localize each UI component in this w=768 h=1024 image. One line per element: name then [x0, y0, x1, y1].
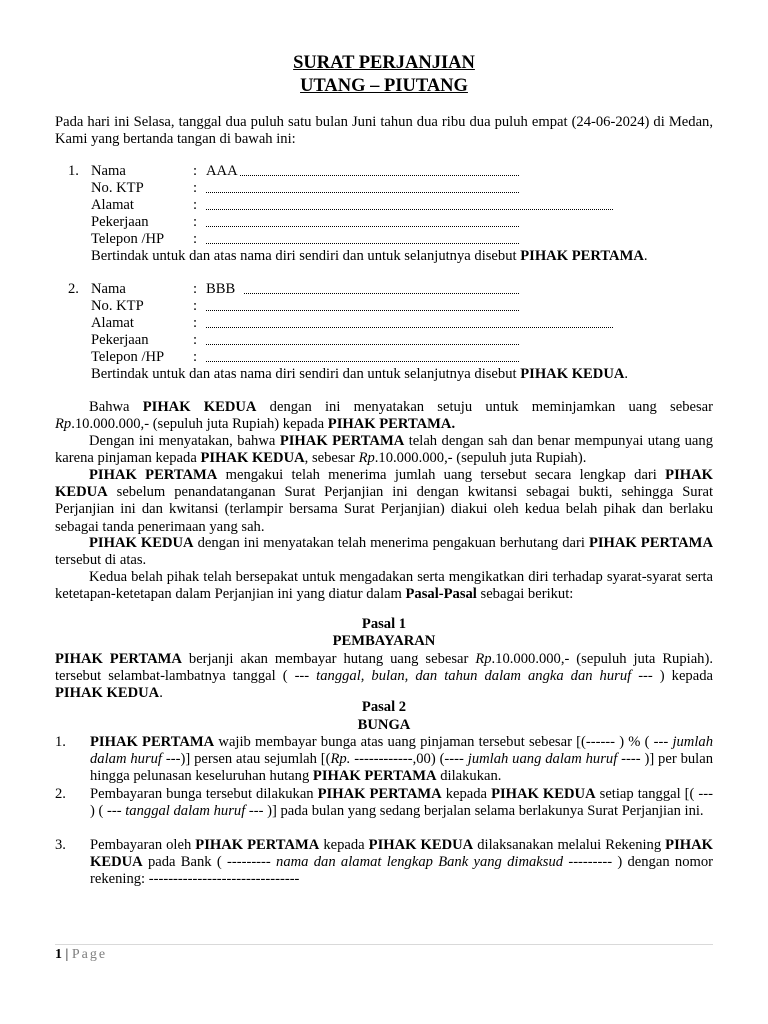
text: , sebesar	[304, 450, 359, 467]
colon: :	[193, 180, 198, 196]
party-ref: PIHAK PERTAMA	[55, 651, 182, 667]
period: .	[624, 366, 629, 382]
text: .10.000.000,- (sepuluh juta Rupiah) kepada	[71, 416, 328, 433]
party-2-label-alamat: Alamat	[91, 315, 134, 331]
pasal-ref: Pasal-Pasal	[405, 586, 477, 603]
party-1-label-telepon: Telepon /HP	[91, 231, 165, 247]
text: ------------,00) (----	[350, 751, 468, 768]
colon: :	[193, 332, 198, 348]
list-item	[55, 734, 713, 786]
text: dengan ini menyatakan setuju untuk meminjamkan uang sebesar	[256, 399, 713, 415]
text: dilakukan.	[436, 768, 502, 785]
party-ref: PIHAK KEDUA	[200, 450, 305, 467]
text: --------- ) dengan nomor rekening: -------------------------------	[90, 854, 714, 888]
text: .10.000.000,- (sepuluh juta Rupiah).	[374, 450, 587, 467]
document-title-line1: SURAT PERJANJIAN	[293, 53, 475, 73]
intro-paragraph: Pada hari ini Selasa, tanggal dua puluh satu bulan Juni tahun dua ribu dua puluh empat (24-06-2024) di Medan, Kami yang bertanda tangan di bawah ini:	[55, 114, 713, 148]
colon: :	[193, 163, 198, 179]
page-footer	[55, 947, 107, 963]
party-ref: PIHAK KEDUA	[491, 786, 596, 802]
footer-separator: |	[62, 947, 72, 962]
party-ref: PIHAK PERTAMA	[279, 433, 405, 449]
list-number: 2.	[55, 786, 66, 802]
period: .	[159, 685, 163, 702]
party-1-number: 1.	[68, 163, 79, 179]
party-ref: PIHAK KEDUA	[55, 467, 713, 501]
fill-line	[206, 351, 519, 362]
party-1-label-alamat: Alamat	[91, 197, 134, 213]
fill-line	[206, 317, 613, 328]
text: ---)] persen atau sejumlah [(	[162, 751, 331, 768]
party-2-designation: PIHAK KEDUA	[520, 366, 625, 382]
party-2-closing-text: Bertindak untuk dan atas nama diri sendiri dan untuk selanjutnya disebut	[91, 366, 521, 382]
body-paragraph-5	[55, 569, 713, 603]
text: mengakui telah menerima jumlah uang tersebut secara lengkap dari	[217, 467, 666, 483]
footer-divider	[55, 944, 713, 945]
fill-line	[206, 182, 519, 193]
text: sebagai berikut:	[476, 586, 574, 603]
party-2-label-telepon: Telepon /HP	[91, 349, 165, 365]
text: dengan ini menyatakan telah menerima pengakuan berhutang dari	[193, 535, 589, 551]
list-item	[55, 837, 713, 889]
placeholder-text: jumlah dalam huruf	[90, 734, 713, 768]
text: Pembayaran bunga tersebut dilakukan	[90, 786, 318, 802]
party-ref: PIHAK PERTAMA	[89, 467, 218, 483]
party-ref: PIHAK KEDUA	[368, 837, 474, 853]
period: .	[643, 248, 648, 264]
party-ref: PIHAK KEDUA	[55, 685, 160, 702]
list-number: 3.	[55, 837, 66, 853]
body-paragraph-4	[55, 535, 713, 569]
document-title-line2: UTANG – PIUTANG	[300, 76, 468, 96]
fill-line	[240, 165, 519, 176]
party-1-closing-text: Bertindak untuk dan atas nama diri sendiri dan untuk selanjutnya disebut	[91, 248, 521, 264]
text: Pembayaran oleh	[90, 837, 196, 853]
text: pada Bank ( ---------	[142, 854, 277, 871]
text: telah dengan sah dan benar mempunyai utang uang karena pinjaman kepada	[55, 433, 713, 467]
party-ref: PIHAK PERTAMA	[317, 786, 442, 802]
currency: Rp	[55, 416, 72, 433]
party-ref: PIHAK PERTAMA	[312, 768, 437, 785]
text: setiap tanggal [( --- ) ( ---	[90, 786, 714, 820]
text: kepada	[319, 837, 369, 853]
fill-line	[206, 233, 519, 244]
text: dilaksanakan melalui Rekening	[473, 837, 666, 853]
list-item-text	[90, 837, 713, 889]
list-item-text	[90, 786, 713, 820]
pasal-2-subheading: BUNGA	[357, 717, 411, 733]
text: ---- )] per bulan hingga pelunasan keseluruhan hutang	[90, 751, 713, 785]
text: Kedua belah pihak telah bersepakat untuk mengadakan serta mengikatkan diri terhadap syarat-syarat serta ketetapan-ketetapan dalam Perjanjian ini yang diatur dalam	[55, 569, 713, 603]
pasal-1-heading: Pasal 1	[361, 616, 407, 632]
pasal-1-text	[55, 651, 713, 703]
page-number: 1	[55, 947, 62, 962]
party-ref: PIHAK PERTAMA	[195, 837, 320, 853]
list-number: 1.	[55, 734, 66, 750]
text: tersebut di atas.	[55, 552, 147, 569]
party-2-label-name: Nama	[91, 281, 126, 297]
body-paragraph-3	[55, 467, 713, 536]
body-paragraph-2	[55, 433, 713, 467]
text: Dengan ini menyatakan, bahwa	[89, 433, 280, 449]
text: kepada	[441, 786, 492, 802]
text: sebelum penandatanganan Surat Perjanjian ini dengan kwitansi sebagai bukti, sehingga Surat Perjanjian ini dan kwitansi (terlampir bersama Surat Perjanjian) diakui oleh kedua belah pihak dan berlaku sebagai tanda penerimaan yang sah.	[55, 484, 713, 535]
colon: :	[193, 197, 198, 213]
party-1-label-ktp: No. KTP	[91, 180, 144, 196]
text: .10.000.000,- (sepuluh juta Rupiah). tersebut selambat-lambatnya tanggal ( ---	[55, 651, 713, 685]
pasal-1-subheading: PEMBAYARAN	[332, 633, 436, 649]
party-2-number: 2.	[68, 281, 79, 297]
party-2-label-pekerjaan: Pekerjaan	[91, 332, 149, 348]
currency: Rp.	[330, 751, 351, 768]
text: --- ) kepada	[631, 668, 713, 685]
pasal-2-heading: Pasal 2	[361, 699, 407, 715]
colon: :	[193, 298, 198, 314]
text: wajib membayar bunga atas uang pinjaman tersebut sebesar [(------ ) % ( ---	[214, 734, 673, 750]
list-item	[55, 786, 713, 820]
placeholder-text: tanggal, bulan, dan tahun dalam angka dan huruf	[316, 668, 632, 685]
text: --- )] pada bulan yang sedang berjalan selama berlakunya Surat Perjanjian ini.	[245, 803, 704, 820]
party-ref: PIHAK KEDUA	[142, 399, 257, 415]
colon: :	[193, 214, 198, 230]
fill-line	[206, 300, 519, 311]
colon: :	[193, 231, 198, 247]
fill-line	[206, 334, 519, 345]
fill-line	[206, 199, 613, 210]
page-label: Page	[71, 947, 108, 962]
placeholder-text: tanggal dalam huruf	[125, 803, 246, 820]
fill-line	[244, 283, 519, 294]
placeholder-text: jumlah uang dalam huruf	[467, 751, 618, 768]
party-ref: PIHAK PERTAMA	[90, 734, 215, 750]
party-1-closing	[91, 248, 648, 265]
party-2-closing	[91, 366, 628, 383]
party-1-designation: PIHAK PERTAMA	[520, 248, 644, 264]
party-ref: PIHAK PERTAMA.	[327, 416, 456, 433]
party-ref: PIHAK KEDUA	[89, 535, 194, 551]
list-item-text	[90, 734, 713, 786]
party-2-name-value: BBB	[206, 281, 236, 297]
colon: :	[193, 315, 198, 331]
party-1-label-pekerjaan: Pekerjaan	[91, 214, 149, 230]
placeholder-text: nama dan alamat lengkap Bank yang dimaksud	[276, 854, 564, 871]
currency: Rp	[475, 651, 492, 667]
party-1-label-name: Nama	[91, 163, 126, 179]
party-ref: PIHAK KEDUA	[90, 837, 714, 871]
party-1-name-value: AAA	[206, 163, 238, 179]
currency: Rp	[358, 450, 375, 467]
text: berjanji akan membayar hutang uang sebesar	[181, 651, 476, 667]
body-paragraph-1	[55, 399, 713, 433]
party-ref: PIHAK PERTAMA	[588, 535, 713, 551]
text: Bahwa	[89, 399, 143, 415]
colon: :	[193, 281, 198, 297]
colon: :	[193, 349, 198, 365]
party-2-label-ktp: No. KTP	[91, 298, 144, 314]
fill-line	[206, 216, 519, 227]
